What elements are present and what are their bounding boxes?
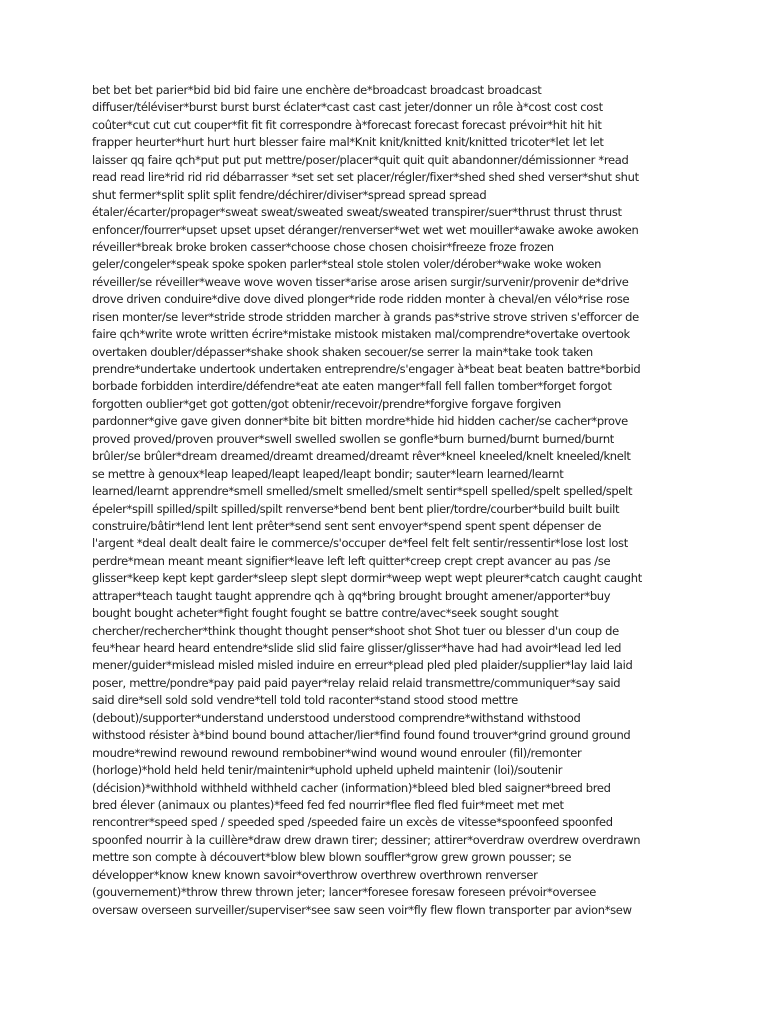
text-line: l'argent *deal dealt dealt faire le commerce/s'occuper de*feel felt felt sentir/ressentir*lose lost lost bbox=[92, 536, 628, 551]
text-line: glisser*keep kept kept garder*sleep slept slept dormir*weep wept wept pleurer*catch caught caught bbox=[92, 571, 642, 586]
text-line: brûler/se brûler*dream dreamed/dreamt dreamed/dreamt rêver*kneel kneeled/knelt kneeled/knelt bbox=[92, 449, 631, 464]
text-line: étaler/écarter/propager*sweat sweat/sweated sweat/sweated transpirer/suer*thrust thrust thrust bbox=[92, 205, 622, 220]
text-line: borbade forbidden interdire/défendre*eat ate eaten manger*fall fell fallen tomber*forget forgot bbox=[92, 379, 612, 394]
text-line: poser, mettre/pondre*pay paid paid payer*relay relaid relaid transmettre/communiquer*say said bbox=[92, 675, 621, 690]
text-line: construire/bâtir*lend lent lent prêter*send sent sent envoyer*spend spent spent dépenser de bbox=[92, 518, 602, 533]
text-line: said dire*sell sold sold vendre*tell told told raconter*stand stood stood mettre bbox=[92, 693, 518, 708]
text-line: frapper heurter*hurt hurt hurt blesser faire mal*Knit knit/knitted knit/knitted tricoter*let let let bbox=[92, 135, 604, 150]
text-line: forgotten oublier*get got gotten/got obtenir/recevoir/prendre*forgive forgave forgiven bbox=[92, 396, 561, 411]
text-line: chercher/rechercher*think thought thought penser*shoot shot Shot tuer ou blesser d'un coup de bbox=[92, 623, 619, 638]
text-line: proved proved/proven prouver*swell swelled swollen se gonfle*burn burned/burnt burned/burnt bbox=[92, 431, 614, 446]
text-line: learned/learnt apprendre*smell smelled/smelt smelled/smelt sentir*spell spelled/spelt spelled/spelt bbox=[92, 484, 633, 499]
document-body-text bbox=[92, 82, 692, 936]
text-line: withstood résister à*bind bound bound attacher/lier*find found found trouver*grind ground ground bbox=[92, 728, 631, 743]
text-line: moudre*rewind rewound rewound rembobiner*wind wound wound enrouler (fil)/remonter bbox=[92, 745, 582, 760]
text-line: (gouvernement)*throw threw thrown jeter; lancer*foresee foresaw foreseen prévoir*oversee bbox=[92, 885, 597, 900]
text-line: mettre son compte à découvert*blow blew blown souffler*grow grew grown pousser; se bbox=[92, 850, 572, 865]
text-line: oversaw overseen surveiller/superviser*see saw seen voir*fly flew flown transporter par avion*sew bbox=[92, 902, 632, 917]
text-line: rencontrer*speed sped / speeded sped /speeded faire un excès de vitesse*spoonfeed spoonfed bbox=[92, 815, 613, 830]
text-line: diffuser/téléviser*burst burst burst éclater*cast cast cast jeter/donner un rôle à*cost cost cost bbox=[92, 100, 603, 115]
text-line: épeler*spill spilled/spilt spilled/spilt renverse*bend bent bent plier/tordre/courber*build built built bbox=[92, 501, 620, 516]
text-line: (décision)*withhold withheld withheld cacher (information)*bleed bled bled saigner*breed bred bbox=[92, 780, 611, 795]
text-line: se mettre à genoux*leap leaped/leapt leaped/leapt bondir; sauter*learn learned/learnt bbox=[92, 466, 564, 481]
text-line: prendre*undertake undertook undertaken entreprendre/s'engager à*beat beat beaten battre*borbid bbox=[92, 362, 641, 376]
text-line: réveiller*break broke broken casser*choose chose chosen choisir*freeze froze frozen bbox=[92, 239, 554, 254]
text-line: pardonner*give gave given donner*bite bit bitten mordre*hide hid hidden cacher/se cacher*prove bbox=[92, 414, 628, 429]
text-line: réveiller/se réveiller*weave wove woven tisser*arise arose arisen surgir/survenir/provenir de*drive bbox=[92, 274, 629, 289]
text-line: (horloge)*hold held held tenir/maintenir*uphold upheld upheld maintenir (loi)/soutenir bbox=[92, 763, 563, 778]
text-line: coûter*cut cut cut couper*fit fit fit correspondre à*forecast forecast forecast prévoir*hit hit hit bbox=[92, 117, 602, 132]
text-line: faire qch*write wrote written écrire*mistake mistook mistaken mal/comprendre*overtake overtook bbox=[92, 327, 630, 342]
text-line: read read lire*rid rid rid débarrasser *set set set placer/régler/fixer*shed shed shed verser*shut shut bbox=[92, 170, 639, 185]
text-line: perdre*mean meant meant signifier*leave left left quitter*creep crept crept avancer au pas /se bbox=[92, 553, 611, 568]
text-line: drove driven conduire*dive dove dived plonger*ride rode ridden monter à cheval/en vélo*rise rose bbox=[92, 292, 630, 307]
text-line: feu*hear heard heard entendre*slide slid slid faire glisser/glisser*have had had avoir*lead led led bbox=[92, 641, 622, 655]
text-line: (debout)/supporter*understand understood understood comprendre*withstand withstood bbox=[92, 710, 581, 725]
text-line: bought bought acheter*fight fought fought se battre contre/avec*seek sought sought bbox=[92, 606, 559, 621]
text-line: shut fermer*split split split fendre/déchirer/diviser*spread spread spread bbox=[92, 187, 487, 202]
text-line: développer*know knew known savoir*overthrow overthrew overthrown renverser bbox=[92, 867, 538, 882]
text-line: laisser qq faire qch*put put put mettre/poser/placer*quit quit quit abandonner/démissionner *read bbox=[92, 152, 629, 167]
text-line: attraper*teach taught taught apprendre qch à qq*bring brought brought amener/apporter*buy bbox=[92, 588, 611, 603]
text-line: bred élever (animaux ou plantes)*feed fed fed nourrir*flee fled fled fuir*meet met met bbox=[92, 797, 564, 812]
text-line bbox=[92, 919, 692, 936]
text-line: bet bet bet parier*bid bid bid faire une enchère de*broadcast broadcast broadcast bbox=[92, 83, 542, 97]
text-line: overtaken doubler/dépasser*shake shook shaken secouer/se serrer la main*take took taken bbox=[92, 344, 593, 359]
text-line: enfoncer/fourrer*upset upset upset déranger/renverser*wet wet wet mouiller*awake awoke awoken bbox=[92, 222, 639, 237]
text-line: mener/guider*mislead misled misled induire en erreur*plead pled pled plaider/supplier*lay laid laid bbox=[92, 658, 633, 673]
text-line: geler/congeler*speak spoke spoken parler*steal stole stolen voler/dérober*wake woke woken bbox=[92, 257, 602, 272]
text-line: risen monter/se lever*stride strode stridden marcher à grands pas*strive strove striven s'efforcer de bbox=[92, 309, 639, 324]
text-line: spoonfed nourrir à la cuillère*draw drew drawn tirer; dessiner; attirer*overdraw overdrew overdrawn bbox=[92, 832, 641, 847]
